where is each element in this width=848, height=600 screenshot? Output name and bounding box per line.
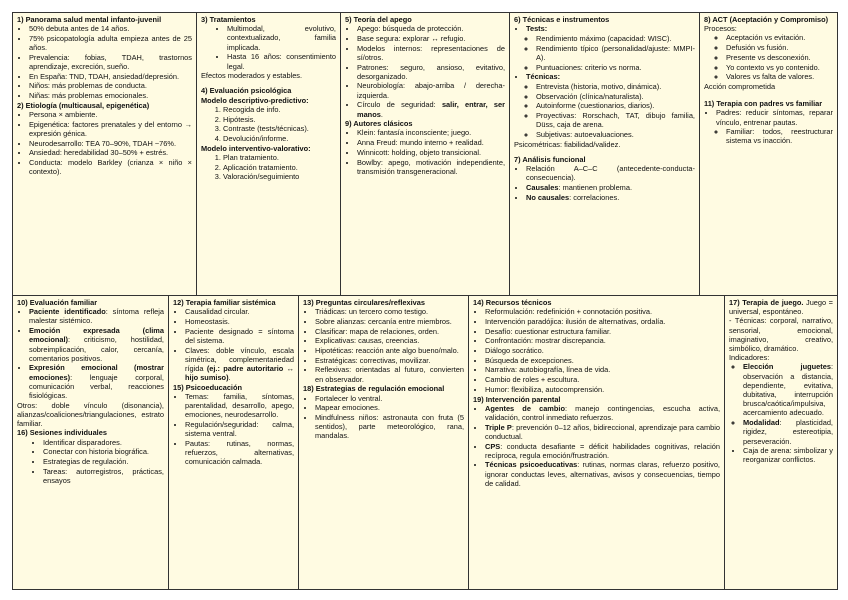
list-item: • Ansiedad: heredabilidad 30–50% + estrés. [29,148,192,157]
list-item: ◦ Rendimiento máximo (capacidad: WISC). [536,34,695,43]
list-item: • Diálogo socrático. [485,346,720,355]
list-item: • Padres: reducir síntomas, reparar vínculo, entrenar pautas. [716,108,833,126]
list-item: ◦ Rendimiento típico (personalidad/ajuste: MMPI-A). [536,44,695,62]
section-apego-autores [341,13,510,296]
list-item [485,460,720,488]
section-terapia-juego [725,296,837,589]
list-item: • Modelos internos: representaciones de sí/otros. [357,44,505,62]
section-title: 15) Psicoeducación [173,382,243,392]
section-title: 5) Teoría del apego [345,15,412,24]
list-item: • Klein: fantasía inconsciente; juego. [357,128,505,137]
section-intro [729,298,833,316]
list [514,72,695,81]
list-item: • Temas: familia, síntomas, parentalidad, desarrollo, apego, emociones, neurodesarrollo. [185,392,294,420]
list-item [526,183,695,192]
list-item: • Técnicas: [526,72,695,81]
section-title: 4) Evaluación psicológica [201,86,292,96]
list-item: • Persona × ambiente. [29,110,192,119]
text: Claves: doble vínculo, escala simétrica, complementariedad rígida [185,345,294,373]
list-item: • 50% debuta antes de 14 años. [29,24,192,33]
bold-text: Causales [526,182,559,192]
list-item: • Apego: búsqueda de protección. [357,24,505,33]
list-item: • Neurobiología: abajo-arriba / derecha-izquierda. [357,81,505,99]
list-item [743,362,833,417]
list-item: • Hipotéticas: reacción ante algo bueno/malo. [315,346,464,355]
list-item [29,326,164,363]
bold-text: Técnicas psicoeducativas [485,460,578,470]
list [303,394,464,441]
list-item: • Niñas: más problemas emocionales. [29,91,192,100]
list-item: ◦ Yo contexto vs yo contenido. [726,63,833,72]
list-item: • Reflexivas: orientadas al futuro, convierten en observador. [315,365,464,383]
list [201,24,336,71]
list-item: ◦ Presente vs desconexión. [726,53,833,62]
list-item: • Patrones: seguro, ansioso, evitativo, desorganizado. [357,63,505,81]
list-item: • Mapear emociones. [315,403,464,412]
list-item: • Identificar disparadores. [43,438,164,447]
text: : prevención 0–12 años, bidireccional, aprendizaje para cambio conductual. [485,422,720,441]
bold-text: Triple P [485,422,512,432]
list-item: ◦ Valores vs falta de valores. [726,72,833,81]
sub-list [514,34,695,72]
list-item: • Winnicott: holding, objeto transicional. [357,148,505,157]
list [173,392,294,467]
list-item: • Reformulación: redefinición + connotación positiva. [485,307,720,316]
list [514,24,695,33]
list-item: 1. Recogida de info. [223,105,336,114]
list-item [29,363,164,400]
list-item: 4. Devolución/informe. [223,134,336,143]
list-item: • Humor: flexibiliza, autocomprensión. [485,385,720,394]
bold-text: CPS [485,441,501,451]
list-item: ◦ Proyectivas: Rorschach, TAT, dibujo familia, Düss, caja de arena. [536,111,695,129]
list-item: ◦ Familiar: todos, reestructurar sistema vs inacción. [726,127,833,145]
section-title: 19) Intervención parental [473,394,561,404]
text: : rutinas, normas claras, refuerzo positivo, ignorar conductas leves, alternativas, avisos y consecuencias, tiempo de calidad. [485,460,720,488]
list-item [357,100,505,118]
list [303,307,464,384]
list-item: • Estratégicas: correctivas, movilizar. [315,356,464,365]
list [173,307,294,382]
list-item: ◦ Autoinforme (cuestionarios, diarios). [536,101,695,110]
section-tratamientos-evaluacion [197,13,341,296]
text: : criticismo, hostilidad, sobreimplicación, calor, cercanía, comentarios positivos. [29,335,164,363]
list [345,128,505,176]
list-item: 1. Plan tratamiento. [223,153,336,162]
list-item: • Paciente designado = síntoma del sistema. [185,327,294,345]
list-item: • Conectar con historia biográfica. [43,447,164,456]
list-item [485,423,720,441]
list-item: • Causalidad circular. [185,307,294,316]
list-item: • Desafío: cuestionar estructura familiar. [485,327,720,336]
note: Efectos moderados y estables. [201,71,303,81]
list-item: ◦ Defusión vs fusión. [726,43,833,52]
section-title: 10) Evaluación familiar [17,298,98,307]
text: : correlaciones. [569,192,620,202]
text: . [228,373,231,383]
list [729,446,833,464]
list-item: • Narrativa: autobiografía, línea de vida. [485,365,720,374]
text: : síntoma refleja malestar sistémico. [29,307,164,326]
list-item [485,404,720,422]
section-title: 3) Tratamientos [201,15,256,24]
list-item: • Relación A–C–C (antecedente-conducta-consecuencia). [526,164,695,182]
list-item: • Caja de arena: simbolizar y reorganizar conflictos. [743,446,833,464]
sub-list [704,127,833,145]
list-item [743,418,833,446]
sub-list [704,33,833,81]
section-preguntas-regulacion [299,296,469,589]
list-item: • Clasificar: mapa de relaciones, orden. [315,327,464,336]
bold-text: Paciente identificado [29,307,106,317]
list-item: • Base segura: explorar ↔ refugio. [357,34,505,43]
section-tecnicas-analisis [510,13,700,296]
section-panorama-etiologia [13,13,197,296]
list-item: • Tareas: autorregistros, prácticas, ensayos [43,467,164,485]
list-item: • Bowlby: apego, motivación independiente, transmisión transgeneracional. [357,158,505,176]
list-item [485,442,720,460]
ordered-list [201,153,336,182]
section-title: 9) Autores clásicos [345,119,413,129]
subheading: Modelo interventivo-valorativo: [201,143,311,153]
section-title: 2) Etiología (multicausal, epigenética) [17,100,150,110]
section-title: 11) Terapia con padres vs familiar [704,99,823,109]
list-item: • Regulación/seguridad: calma, sistema ventral. [185,420,294,438]
section-terapia-sistemica-psicoeducacion [169,296,299,589]
section-recursos-intervencion [469,296,725,589]
section-title: 7) Análisis funcional [514,154,586,164]
note: Otros: doble vínculo (disonancia), alianzas/coaliciones/triangulaciones, estrato familiar. [17,400,164,429]
list-item: • Cambio de roles + escultura. [485,375,720,384]
bold-text: No causales [526,192,570,202]
list [17,24,192,100]
list-item: • Sobre alianzas: cercanía entre miembros. [315,317,464,326]
section-act-terapia-padres [700,13,837,296]
list-item: 2. Aplicación tratamiento. [223,163,336,172]
note: Acción comprometida [704,81,776,91]
ordered-list [201,105,336,143]
list-item: 3. Contraste (tests/técnicas). [223,124,336,133]
list-item: 3. Valoración/seguimiento [223,172,336,181]
section-title: 13) Preguntas circulares/reflexivas [303,298,426,307]
subheading: Procesos: [704,24,737,34]
section-title: 1) Panorama salud mental infanto-juvenil [17,15,162,24]
list-item: • Confrontación: mostrar discrepancia. [485,336,720,345]
list-item: • Pautas: rutinas, normas, refuerzos, alternativas, comunicación calmada. [185,439,294,467]
section-title: 12) Terapia familiar sistémica [173,298,276,307]
list-item: • 75% psicopatología adulta empieza antes de 25 años. [29,34,192,52]
list-item: • En España: TND, TDAH, ansiedad/depresión. [29,72,192,81]
list-item: • Búsqueda de excepciones. [485,356,720,365]
list-item: • Homeostasis. [185,317,294,326]
sub-list [729,362,833,445]
list [17,307,164,400]
bold-text: Elección juguetes [743,362,831,372]
list [17,110,192,176]
list [345,24,505,119]
list-item: • Prevalencia: fobias, TDAH, trastornos aprendizaje, excreción, sueño. [29,53,192,71]
list-item: • Estrategias de regulación. [43,457,164,466]
text: : manejo contingencias, escucha activa, validación, control inmediato refuerzos. [485,403,720,422]
bold-text: Expresión emocional (mostrar emociones) [29,363,164,382]
section-title: 18) Estrategias de regulación emocional [303,384,445,394]
list-item: • Niños: más problemas de conducta. [29,81,192,90]
list-item: ◦ Subjetivas: autoevaluaciones. [536,130,695,139]
section-title: 8) ACT (Aceptación y Compromiso) [704,15,829,24]
list-item: • Intervención paradójica: ilusión de alternativas, ordalía. [485,317,720,326]
text: : observación a distancia, dependiente, evitativa, dubitativa, interrupción brusca/caótica/impulsiva, acercamiento adecuado. [743,362,833,418]
list-item: ◦ Entrevista (historia, motivo, dinámica). [536,82,695,91]
sub-list [514,82,695,139]
section-title: 17) Terapia de juego. [729,298,804,307]
list-item: • Fortalecer lo ventral. [315,394,464,403]
list-item: • Triádicas: un tercero como testigo. [315,307,464,316]
bold-text: salir, entrar, ser manos [357,100,505,119]
text: . [380,109,383,119]
list-item: • Mindfulness niños: astronauta con fruta (5 sentidos), parte meteorológico, rana, mandalas. [315,413,464,441]
list-item: 2. Hipótesis. [223,115,336,124]
text: : conducta desafiante = déficit habilidades cognitivas, relación recíproca, regula emoción/frustración. [485,441,720,460]
section-title: 16) Sesiones individuales [17,428,107,438]
list-item: • Anna Freud: mundo interno + realidad. [357,138,505,147]
bold-text: Emoción expresada (clima emocional) [29,326,164,345]
list-item [29,307,164,325]
list-item: ◦ Puntuaciones: criterio vs norma. [536,63,695,72]
summary-sheet [12,12,838,590]
bold-text: Agentes de cambio [485,403,565,413]
list-item: • Epigenética: factores prenatales y del entorno → expresión génica. [29,120,192,138]
list [17,438,164,486]
list-item: • Explicativas: causas, creencias. [315,336,464,345]
list-item: ◦ Observación (clínica/naturalista). [536,92,695,101]
section-title: 14) Recursos técnicos [473,298,552,307]
text: : plasticidad, rigidez, estereotipia, perseveración. [743,418,833,446]
list [473,404,720,488]
list [514,164,695,202]
list-item: • Tests: [526,24,695,33]
text: Juego = universal, espontáneo. [729,298,833,317]
text: - Técnicas: corporal, narrativo, sensorial, emocional, imaginativo, creativo, simbólico, dramático. [729,316,833,354]
list [704,108,833,126]
section-title: 6) Técnicas e instrumentos [514,15,610,24]
list-item: • Hasta 16 años: consentimiento legal. [227,52,336,70]
text: Círculo de seguridad: [357,100,442,110]
list-item: • Neurodesarrollo: TEA 70–90%, TDAH ~76%. [29,139,192,148]
subheading: Modelo descriptivo-predictivo: [201,95,309,105]
text: : lenguaje corporal, comunicación verbal, reacciones fisiológicas. [29,372,164,401]
list [473,307,720,394]
list-item: • Conducta: modelo Barkley (crianza × niño × contexto). [29,158,192,176]
bold-text: (ej.: padre autoritario ↔ hijo sumiso) [185,363,294,383]
text: : mantienen problema. [558,182,633,192]
list-item: ◦ Aceptación vs evitación. [726,33,833,42]
list-item [526,193,695,202]
section-evaluacion-familiar-sesiones [13,296,169,589]
list-item [185,346,294,383]
note: Psicométricas: fiabilidad/validez. [514,139,621,149]
bold-text: Modalidad [743,418,780,428]
subheading: Indicadores: [729,353,770,363]
list-item: • Multimodal, evolutivo, contextualizado, familia implicada. [227,24,336,52]
